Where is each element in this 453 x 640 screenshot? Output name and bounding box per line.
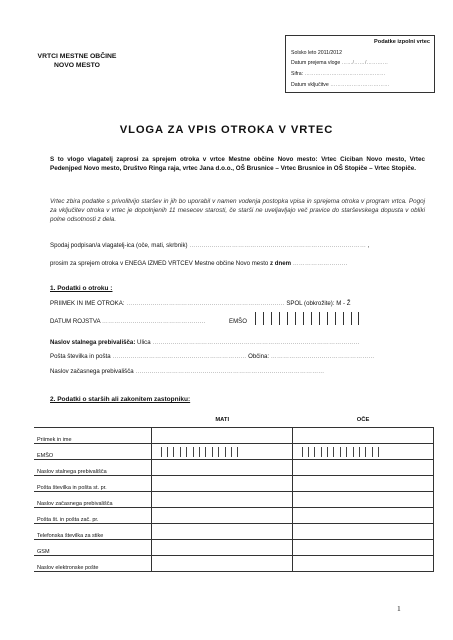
- mother-value-cell[interactable]: [152, 459, 293, 475]
- mother-value-cell[interactable]: [152, 523, 293, 539]
- mother-value-cell[interactable]: [152, 539, 293, 555]
- table-row: [34, 475, 434, 491]
- row-label: Pošta št. in pošta zač. pr.: [34, 507, 152, 523]
- document-title: VLOGA ZA VPIS OTROKA V VRTEC: [119, 124, 334, 136]
- applicant-label: Spodaj podpisan/a vlagatelj-ica (oče, mati, skrbnik): [50, 242, 190, 249]
- receipt-date-row: [291, 60, 431, 66]
- applicant-suffix: ,: [365, 242, 370, 249]
- table-row: [34, 523, 434, 539]
- intro-italic-paragraph: Vrtec zbira podatke s privolitvijo staršev in jih bo uporabil v namen vodenja postopka vpisa in sprejema otroka v program vrtca. Pogoj za vključitev otroka v vrtec je dopolnjenih 11 mesecev starosti, če starši ne uveljavljajo več pravice do starševskega dopusta v obliki polne odsotnosti z dela.: [50, 198, 425, 223]
- dob-label: DATUM ROJSTVA: [50, 318, 102, 325]
- section-2-heading: 2. Podatki o starših ali zakonitem zastopniku:: [50, 396, 191, 403]
- postal-field[interactable]: …………………………………………………………: [112, 353, 247, 360]
- parents-table: [34, 413, 434, 572]
- dob-field[interactable]: ……………………………………………: [101, 318, 206, 325]
- temporary-address-label: Naslov začasnega prebivališča: [50, 368, 136, 375]
- request-line: [50, 260, 348, 267]
- section-1-heading: 1. Podatki o otroku :: [50, 285, 113, 292]
- page-number: 1: [397, 604, 401, 613]
- table-row: [34, 539, 434, 555]
- school-year-label: Šolsko leto 2011/2012: [291, 50, 342, 56]
- child-sex-label[interactable]: SPOL (obkrožite): M - Ž: [284, 300, 351, 307]
- mother-value-cell[interactable]: [152, 491, 293, 507]
- father-value-cell[interactable]: [293, 475, 434, 491]
- row-label: Priimek in ime: [34, 427, 152, 443]
- row-label: Telefonska številka za stike: [34, 523, 152, 539]
- org-line-2: NOVO MESTO: [54, 62, 100, 69]
- permanent-address-line: [50, 339, 359, 346]
- father-value-cell[interactable]: [293, 539, 434, 555]
- request-text: prosim za sprejem otroka v ENEGA IZMED VRTCEV Mestne občine Novo mesto: [50, 260, 271, 267]
- father-value-cell[interactable]: [293, 443, 434, 459]
- mother-value-cell[interactable]: [152, 443, 293, 459]
- table-row: [34, 555, 434, 571]
- temporary-address-line: [50, 368, 324, 375]
- father-value-cell[interactable]: [293, 523, 434, 539]
- father-value-cell[interactable]: [293, 491, 434, 507]
- code-field[interactable]: ………………………………………: [304, 71, 386, 77]
- row-label: EMŠO: [34, 443, 152, 459]
- father-value-cell[interactable]: [293, 555, 434, 571]
- table-row: [34, 491, 434, 507]
- child-name-field[interactable]: ……………………………………………………………………: [126, 300, 285, 307]
- request-date-field[interactable]: ………………………: [291, 260, 348, 267]
- table-row: [34, 507, 434, 523]
- table-row: [34, 459, 434, 475]
- inclusion-date-row: [291, 82, 431, 88]
- row-label: Naslov stalnega prebivališča: [34, 459, 152, 475]
- emso-label: EMŠO: [229, 318, 247, 325]
- code-row: [291, 71, 431, 77]
- mother-value-cell[interactable]: [152, 507, 293, 523]
- applicant-field[interactable]: ……………………………………………………………………………: [189, 242, 366, 249]
- postal-line: [50, 353, 374, 360]
- column-header-father: OČE: [293, 413, 434, 427]
- municipality-field[interactable]: ……………………………………………: [270, 353, 375, 360]
- father-value-cell[interactable]: [293, 427, 434, 443]
- code-label: Šifra:: [291, 71, 305, 77]
- applicant-line: [50, 242, 369, 249]
- column-header-mother: MATI: [152, 413, 293, 427]
- temporary-address-field[interactable]: …………………………………………………………………………………: [135, 368, 325, 375]
- postal-label: Pošta številka in pošta: [50, 353, 113, 360]
- table-corner: [34, 413, 152, 427]
- receipt-date-label: Datum prejema vloge: [291, 60, 342, 66]
- school-year-row: [291, 50, 431, 56]
- mother-value-cell[interactable]: [152, 475, 293, 491]
- table-row: [34, 443, 434, 459]
- child-name-label: PRIIMEK IN IME OTROKA:: [50, 300, 127, 307]
- mother-value-cell[interactable]: [152, 555, 293, 571]
- table-row: [34, 427, 434, 443]
- row-label: Naslov začasnega prebivališča: [34, 491, 152, 507]
- street-field[interactable]: …………………………………………………………………………………………: [152, 339, 360, 346]
- father-value-cell[interactable]: [293, 459, 434, 475]
- request-date-label: z dnem: [270, 260, 292, 267]
- child-emso-field[interactable]: [255, 312, 359, 325]
- organization-name: [18, 52, 136, 70]
- street-label: Ulica: [135, 339, 153, 346]
- office-box-title: Podatke izpolni vrtec: [374, 39, 430, 45]
- municipality-label: Občina:: [246, 353, 271, 360]
- intro-bold-paragraph: S to vlogo vlagatelj zaprosi za sprejem otroka v vrtce Mestne občine Novo mesto: Vrtec Ciciban Novo mesto, Vrtec Pedenjped Novo mesto, Društvo Ringa raja, vrtec Jana d.o.o., OŠ Brusnice – Vrtec Brusnice in OŠ Stopiče – Vrtec Stopiče.: [50, 156, 425, 172]
- child-name-line: [50, 300, 350, 307]
- row-label: GSM: [34, 539, 152, 555]
- inclusion-date-field[interactable]: ……………………………: [330, 82, 390, 88]
- receipt-date-field[interactable]: ……/……/…………: [341, 60, 389, 66]
- row-label: Pošta številka in pošta st. pr.: [34, 475, 152, 491]
- inclusion-date-label: Datum vključitve: [291, 82, 331, 88]
- office-use-box: [285, 35, 435, 93]
- dob-line: [50, 318, 206, 325]
- father-value-cell[interactable]: [293, 507, 434, 523]
- row-label: Naslov elektronske pošte: [34, 555, 152, 571]
- mother-value-cell[interactable]: [152, 427, 293, 443]
- permanent-address-label: Naslov stalnega prebivališča:: [50, 339, 136, 346]
- org-line-1: VRTCI MESTNE OBČINE: [37, 53, 117, 60]
